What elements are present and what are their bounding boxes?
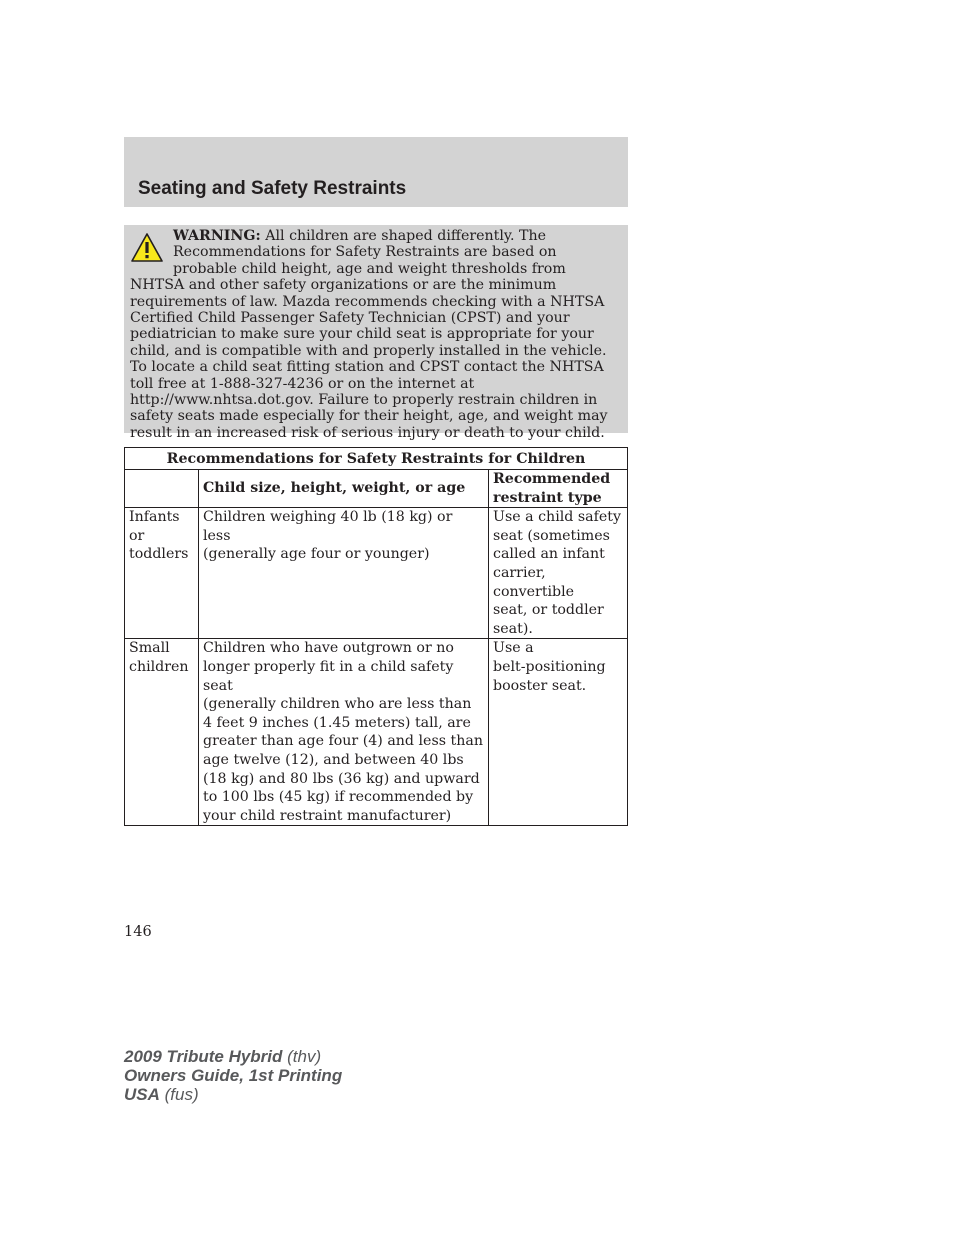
warning-text: [130, 228, 620, 441]
cell-line: seat).: [493, 620, 533, 637]
page-number: 146: [124, 924, 152, 940]
row-restraint: [489, 508, 628, 639]
row-size: [199, 508, 489, 639]
cell-line: Use a child safety: [493, 509, 621, 526]
warning-triangle-icon: [130, 232, 164, 264]
header-size: Child size, height, weight, or age: [199, 470, 489, 508]
cell-line: 4 feet 9 inches (1.45 meters) tall, are: [203, 714, 471, 731]
footer-market: USA: [124, 1085, 160, 1104]
cell-line: (18 kg) and 80 lbs (36 kg) and upward: [203, 770, 480, 787]
cell-line: belt-positioning: [493, 658, 606, 675]
footer: [124, 1047, 342, 1104]
header-category: [125, 470, 199, 508]
row-restraint: [489, 639, 628, 826]
cell-line: longer properly fit in a child safety seat: [203, 658, 454, 694]
cell-line: or: [129, 527, 145, 544]
cell-line: your child restraint manufacturer): [203, 807, 452, 824]
footer-guide: Owners Guide, 1st Printing: [124, 1066, 343, 1085]
cell-line: Small: [129, 640, 170, 657]
row-category: [125, 508, 199, 639]
footer-model: 2009 Tribute Hybrid: [124, 1047, 283, 1066]
table-caption: Recommendations for Safety Restraints for Children: [125, 448, 628, 470]
footer-line-1: [124, 1047, 342, 1066]
cell-line: carrier, convertible: [493, 564, 575, 600]
table-row: [125, 639, 628, 826]
warning-body: All children are shaped differently. The Recommendations for Safety Restraints are based on probable child height, age and weight thresholds from NHTSA and other safety organizations or are the minimum requirements of law. Mazda recommends checking with a NHTSA Certified Child Passenger Safety Technician (CPST) and your pediatrician to make sure your child seat is appropriate for your child, and is compatible with and properly installed in the vehicle. To locate a child seat fitting station and CPST contact the NHTSA toll free at 1-888-327-4236 or on the internet at http://www.nhtsa.dot.gov. Failure to properly restrain children in safety seats made especially for their height, age, and weight may result in an increased risk of serious injury or death to your child.: [130, 228, 608, 441]
cell-line: (generally age four or younger): [203, 546, 430, 563]
cell-line: toddlers: [129, 546, 189, 563]
cell-line: children: [129, 658, 189, 675]
cell-line: called an infant: [493, 546, 605, 563]
cell-line: Children weighing 40 lb (18 kg) or less: [203, 509, 453, 544]
cell-line: Use a: [493, 640, 534, 657]
header-restraint: Recommended restraint type: [489, 470, 628, 508]
table-row: [125, 508, 628, 639]
footer-market-code: (fus): [164, 1085, 199, 1104]
footer-line-3: [124, 1085, 342, 1104]
cell-line: greater than age four (4) and less than: [203, 733, 483, 750]
row-size: [199, 639, 489, 826]
table-header-row: [125, 470, 628, 508]
cell-line: to 100 lbs (45 kg) if recommended by: [203, 789, 474, 806]
cell-line: seat (sometimes: [493, 527, 610, 544]
cell-line: Infants: [129, 509, 180, 526]
cell-line: (generally children who are less than: [203, 696, 472, 713]
safety-restraints-table: [124, 447, 628, 826]
cell-line: booster seat.: [493, 677, 587, 694]
cell-line: Children who have outgrown or no: [203, 640, 454, 657]
row-category: [125, 639, 199, 826]
warning-label: WARNING:: [173, 228, 261, 244]
section-title: Seating and Safety Restraints: [138, 178, 407, 199]
warning-box: [124, 225, 628, 441]
section-header: [124, 137, 628, 207]
footer-line-2: [124, 1066, 342, 1085]
cell-line: age twelve (12), and between 40 lbs: [203, 751, 464, 768]
table-caption-row: [125, 448, 628, 470]
footer-model-code: (thv): [287, 1047, 322, 1066]
cell-line: seat, or toddler: [493, 602, 604, 619]
